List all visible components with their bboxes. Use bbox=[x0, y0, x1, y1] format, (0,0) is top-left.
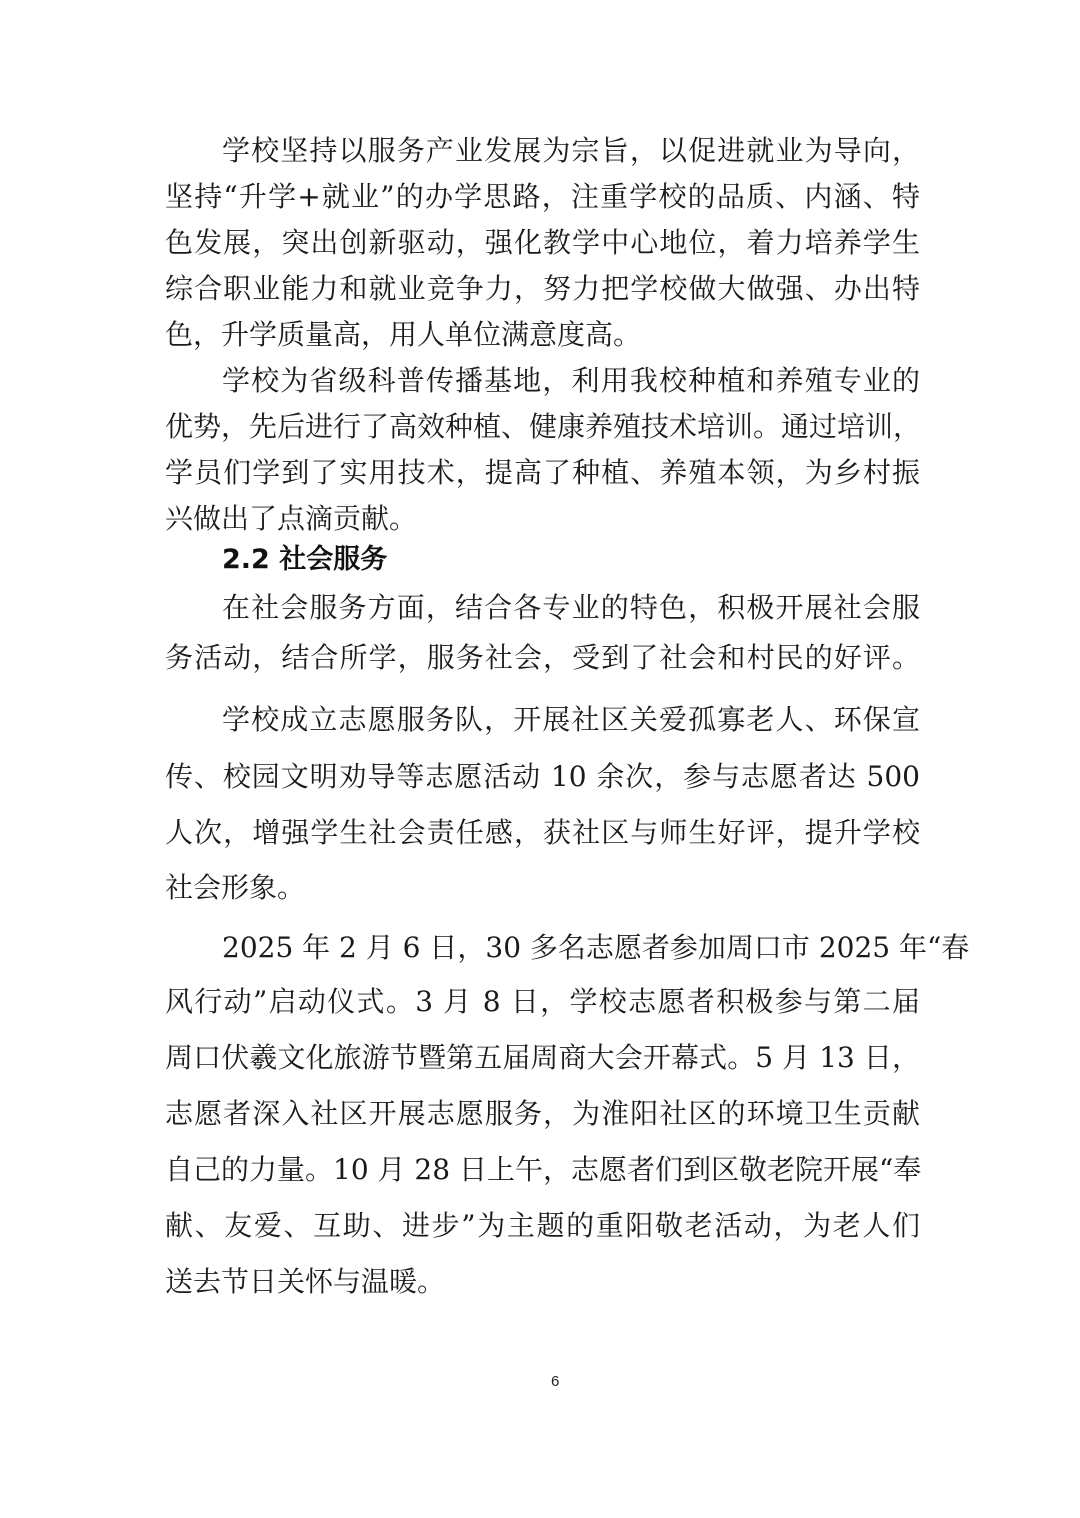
text-line: 送去节日关怀与温暖。 bbox=[165, 1265, 446, 1298]
page-number: 6 bbox=[551, 1373, 560, 1390]
text-line: 风行动”启动仪式。3 月 8 日，学校志愿者积极参与第二届 bbox=[165, 985, 920, 1018]
section-heading: 2.2 社会服务 bbox=[222, 544, 388, 575]
text-line: 志愿者深入社区开展志愿服务，为淮阳社区的环境卫生贡献 bbox=[165, 1097, 920, 1130]
text-line: 坚持“升学+就业”的办学思路，注重学校的品质、内涵、特 bbox=[165, 180, 920, 213]
text-line: 人次，增强学生社会责任感，获社区与师生好评，提升学校 bbox=[165, 816, 920, 849]
text-line: 周口伏羲文化旅游节暨第五届周商大会开幕式。5 月 13 日， bbox=[165, 1041, 920, 1074]
text-line: 学校成立志愿服务队，开展社区关爱孤寡老人、环保宣 bbox=[222, 703, 920, 736]
text-line: 学校为省级科普传播基地，利用我校种植和养殖专业的 bbox=[222, 364, 920, 397]
text-line: 优势，先后进行了高效种植、健康养殖技术培训。通过培训， bbox=[165, 410, 922, 443]
text-line: 在社会服务方面，结合各专业的特色，积极开展社会服 bbox=[222, 591, 920, 624]
text-line: 传、校园文明劝导等志愿活动 10 余次，参与志愿者达 500 bbox=[165, 760, 920, 793]
text-line: 献、友爱、互助、进步”为主题的重阳敬老活动，为老人们 bbox=[165, 1209, 920, 1242]
text-line: 兴做出了点滴贡献。 bbox=[165, 502, 418, 535]
text-line: 学员们学到了实用技术，提高了种植、养殖本领，为乡村振 bbox=[165, 456, 920, 489]
text-line: 务活动，结合所学，服务社会，受到了社会和村民的好评。 bbox=[165, 641, 920, 674]
text-line: 综合职业能力和就业竞争力，努力把学校做大做强、办出特 bbox=[165, 272, 920, 305]
text-line: 2025 年 2 月 6 日，30 多名志愿者参加周口市 2025 年“春 bbox=[222, 931, 970, 964]
text-line: 色，升学质量高，用人单位满意度高。 bbox=[165, 318, 642, 351]
text-line: 社会形象。 bbox=[165, 871, 306, 904]
text-line: 自己的力量。10 月 28 日上午，志愿者们到区敬老院开展“奉 bbox=[165, 1153, 922, 1186]
text-line: 学校坚持以服务产业发展为宗旨，以促进就业为导向， bbox=[222, 134, 920, 167]
text-line: 色发展，突出创新驱动，强化教学中心地位，着力培养学生 bbox=[165, 226, 920, 259]
